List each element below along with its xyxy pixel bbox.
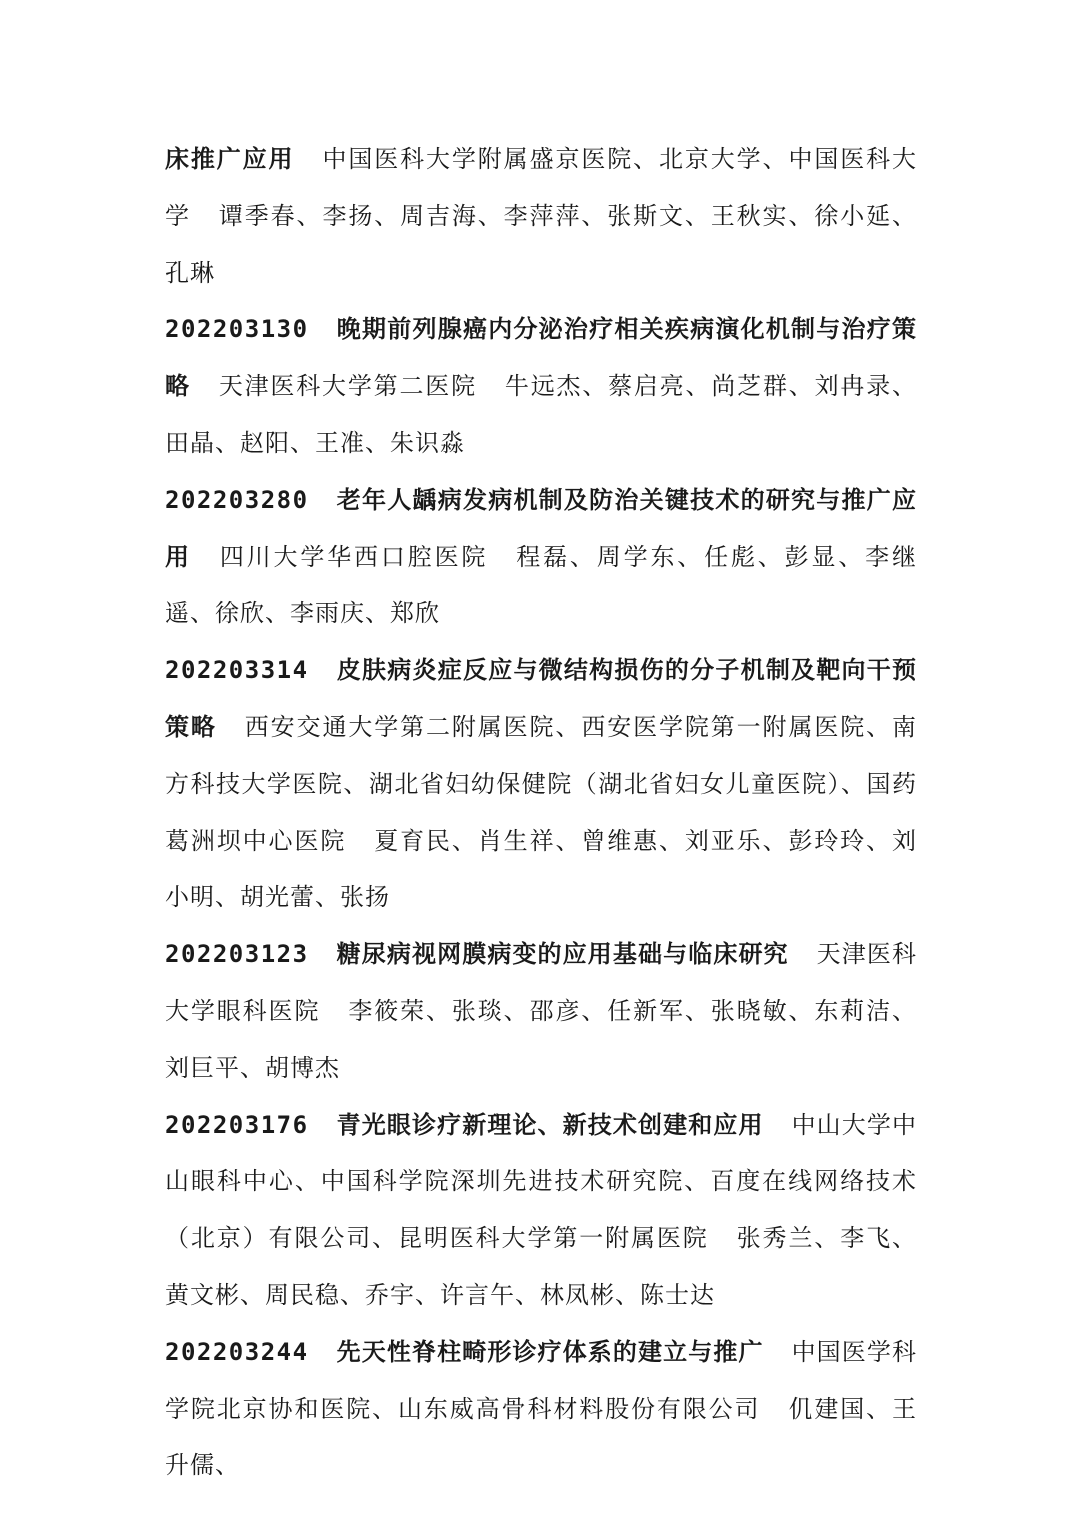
- project-code: 202203176: [165, 1110, 309, 1139]
- project-people: 仉建国、王升儒、: [165, 1394, 918, 1480]
- award-entry: [165, 472, 917, 642]
- project-title: 糖尿病视网膜病变的应用基础与临床研究: [336, 940, 789, 969]
- project-people: 程磊、周学东、任彪、彭显、李继遥、徐欣、李雨庆、郑欣: [165, 542, 918, 628]
- project-title: 先天性脊柱畸形诊疗体系的建立与推广: [336, 1337, 764, 1366]
- project-units: 中山大学中山眼科中心、中国科学院深圳先进技术研究院、百度在线网络技术（北京）有限公司、昆明医科大学第一附属医院: [165, 1110, 918, 1253]
- project-title: 皮肤病炎症反应与微结构损伤的分子机制及靶向干预策略: [165, 656, 917, 741]
- project-units: 天津医科大学第二医院: [218, 372, 477, 401]
- award-entry: [165, 1097, 917, 1324]
- award-entry: [165, 301, 917, 471]
- project-units: 中国医学科学院北京协和医院、山东威高骨科材料股份有限公司: [165, 1337, 918, 1423]
- document-page: [165, 131, 917, 1494]
- project-code: 202203130: [165, 315, 309, 344]
- project-people: 牛远杰、蔡启亮、尚芝群、刘冉录、田晶、赵阳、王准、朱识淼: [165, 372, 918, 457]
- project-code: 202203280: [165, 485, 309, 514]
- award-entry: [165, 926, 917, 1096]
- project-people: 李筱荣、张琰、邵彦、任新军、张晓敏、东莉洁、刘巨平、胡博杰: [165, 996, 918, 1082]
- project-title: 青光眼诊疗新理论、新技术创建和应用: [336, 1110, 764, 1139]
- award-entry: [165, 1324, 917, 1494]
- project-title: 晚期前列腺癌内分泌治疗相关疾病演化机制与治疗策略: [165, 315, 917, 401]
- project-title: 老年人龋病发病机制及防治关键技术的研究与推广应用: [165, 485, 917, 571]
- project-code: 202203244: [165, 1337, 309, 1366]
- project-units: 四川大学华西口腔医院: [219, 542, 489, 571]
- award-entry: [165, 131, 917, 301]
- project-people: 夏育民、肖生祥、曾维惠、刘亚乐、彭玲玲、刘小明、胡光蕾、张扬: [165, 826, 918, 912]
- project-units: 西安交通大学第二附属医院、西安医学院第一附属医院、南方科技大学医院、湖北省妇幼保健院（湖北省妇女儿童医院）、国药葛洲坝中心医院: [165, 712, 918, 855]
- project-people: 张秀兰、李飞、黄文彬、周民稳、乔宇、许言午、林凤彬、陈士达: [165, 1224, 918, 1309]
- project-code: 202203314: [165, 656, 309, 685]
- project-code: 202203123: [165, 940, 309, 969]
- project-people: 谭季春、李扬、周吉海、李萍萍、张斯文、王秋实、徐小延、孔琳: [165, 201, 917, 287]
- award-entry: [165, 642, 917, 926]
- project-units: 天津医科大学眼科医院: [165, 940, 918, 1025]
- project-units: 中国医科大学附属盛京医院、北京大学、中国医科大学: [165, 145, 918, 230]
- project-title: 床推广应用: [165, 145, 295, 173]
